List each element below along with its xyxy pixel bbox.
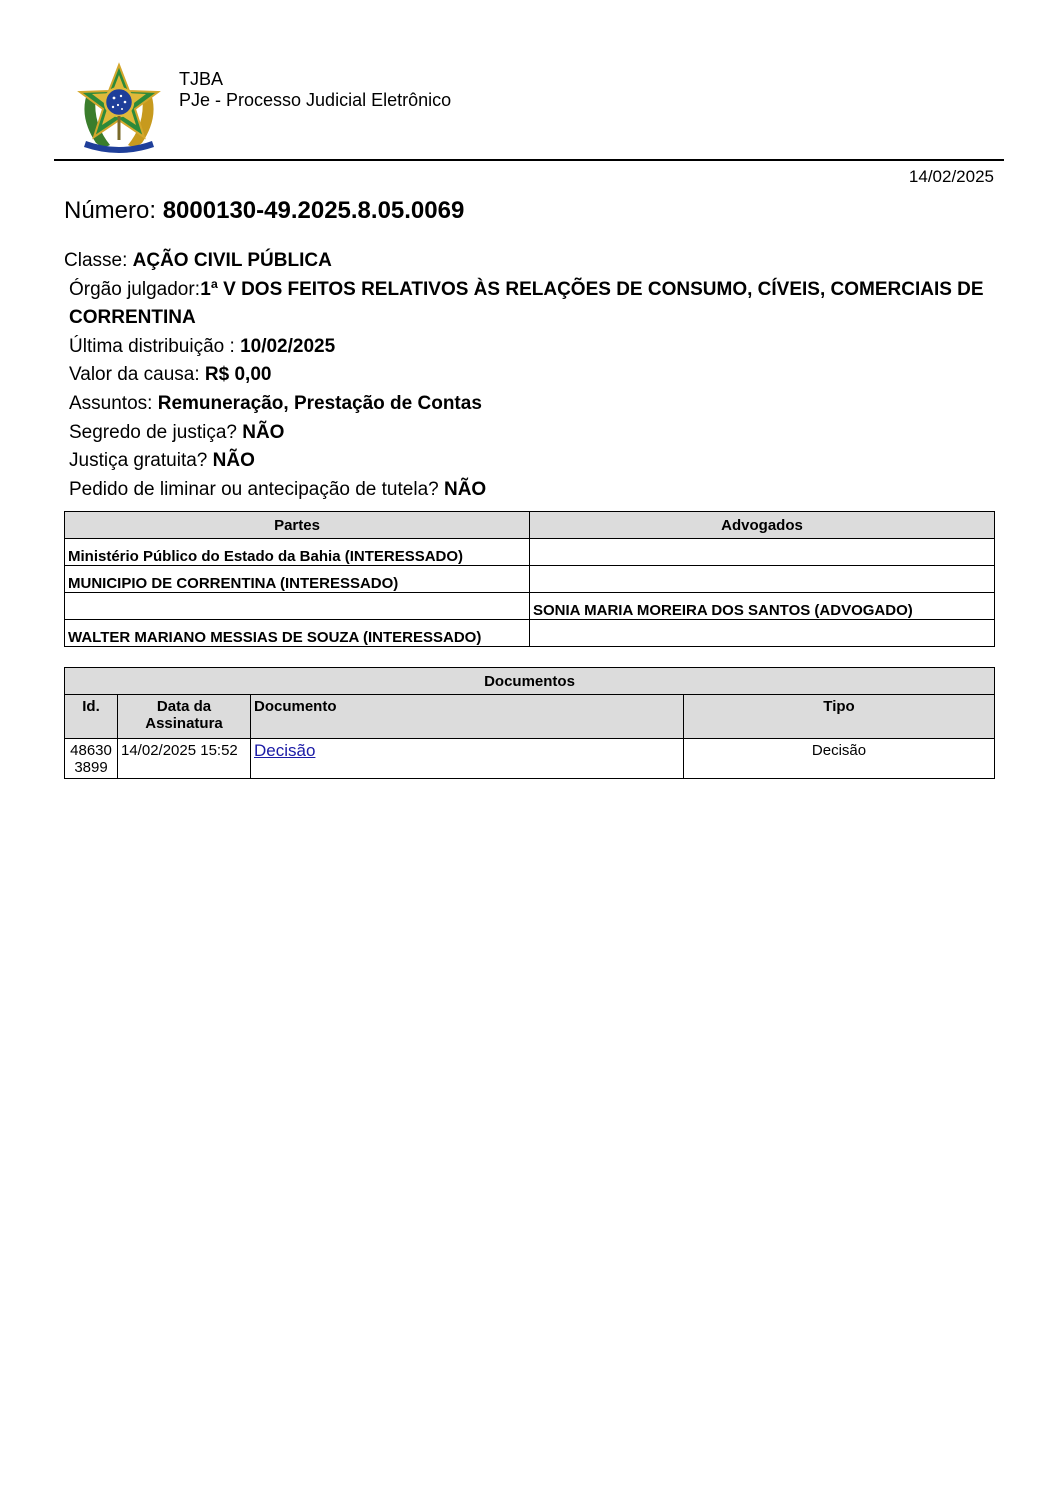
doc-id-cell (65, 739, 118, 779)
table-title-row (65, 668, 995, 695)
header-advogados: Advogados (530, 512, 995, 539)
header-tipo: Tipo (684, 695, 995, 739)
brazil-coat-of-arms-icon (74, 61, 164, 155)
doc-id-line2: 3899 (74, 759, 108, 776)
detail-ultima-distribuicao (64, 333, 999, 362)
partes-table (64, 511, 995, 647)
doc-name-cell (251, 739, 684, 779)
detail-value: NÃO (212, 450, 255, 472)
parte-cell: MUNICIPIO DE CORRENTINA (INTERESSADO) (65, 566, 530, 593)
detail-label: Última distribuição : (69, 335, 235, 357)
detail-label: Órgão julgador: (69, 278, 200, 300)
documentos-title: Documentos (65, 668, 995, 695)
process-number (64, 197, 464, 225)
detail-value: 1ª V DOS FEITOS RELATIVOS ÀS RELAÇÕES DE CONSUMO, CÍVEIS, COMERCIAIS DE CORRENTINA (69, 278, 984, 329)
detail-label: Valor da causa: (69, 364, 200, 386)
header-divider (54, 159, 1004, 161)
detail-value: Remuneração, Prestação de Contas (157, 392, 482, 414)
header-data-assinatura (118, 695, 251, 739)
parte-cell: WALTER MARIANO MESSIAS DE SOUZA (INTERESSADO) (65, 620, 530, 647)
process-number-value: 8000130-49.2025.8.05.0069 (162, 197, 465, 224)
detail-label: Classe: (64, 250, 128, 271)
detail-orgao-julgador (64, 276, 999, 333)
table-row (65, 566, 995, 593)
parte-cell (65, 593, 530, 620)
detail-justica-gratuita (64, 447, 999, 476)
table-row (65, 739, 995, 779)
detail-value: NÃO (443, 478, 487, 500)
parte-cell: Ministério Público do Estado da Bahia (INTERESSADO) (65, 539, 530, 566)
detail-assuntos (64, 390, 999, 419)
doc-type-cell: Decisão (684, 739, 995, 779)
advogado-cell (530, 539, 995, 566)
table-row (65, 620, 995, 647)
table-row (65, 539, 995, 566)
header-partes: Partes (65, 512, 530, 539)
header-documento: Documento (251, 695, 684, 739)
doc-date-cell: 14/02/2025 15:52 (118, 739, 251, 779)
table-row (65, 593, 995, 620)
org-short-name: TJBA (179, 69, 224, 89)
table-header-row (65, 512, 995, 539)
documentos-table (64, 667, 995, 779)
detail-classe (64, 247, 999, 276)
advogado-cell (530, 566, 995, 593)
detail-value: 10/02/2025 (240, 335, 336, 357)
document-link[interactable]: Decisão (254, 741, 316, 760)
detail-label: Assuntos: (69, 392, 153, 414)
detail-label: Pedido de liminar ou antecipação de tutela? (69, 478, 439, 500)
process-number-label: Número: (64, 197, 157, 224)
detail-valor-causa (64, 361, 999, 390)
detail-value: AÇÃO CIVIL PÚBLICA (132, 250, 332, 271)
header-id: Id. (65, 695, 118, 739)
detail-segredo-justica (64, 419, 999, 448)
detail-label: Segredo de justiça? (69, 421, 237, 443)
system-name: PJe - Processo Judicial Eletrônico (179, 90, 452, 110)
detail-pedido-liminar (64, 476, 999, 505)
detail-value: R$ 0,00 (204, 364, 272, 386)
header-data-line1: Data da (156, 698, 212, 715)
detail-value: NÃO (242, 421, 285, 443)
header-data-line2: Assinatura (145, 715, 223, 732)
table-header-row (65, 695, 995, 739)
process-details (64, 247, 999, 504)
doc-id-line1: 48630 (70, 742, 112, 759)
advogado-cell (530, 620, 995, 647)
header-org (179, 69, 451, 111)
document-date: 14/02/2025 (908, 167, 994, 186)
detail-label: Justiça gratuita? (69, 450, 208, 472)
advogado-cell: SONIA MARIA MOREIRA DOS SANTOS (ADVOGADO) (530, 593, 995, 620)
